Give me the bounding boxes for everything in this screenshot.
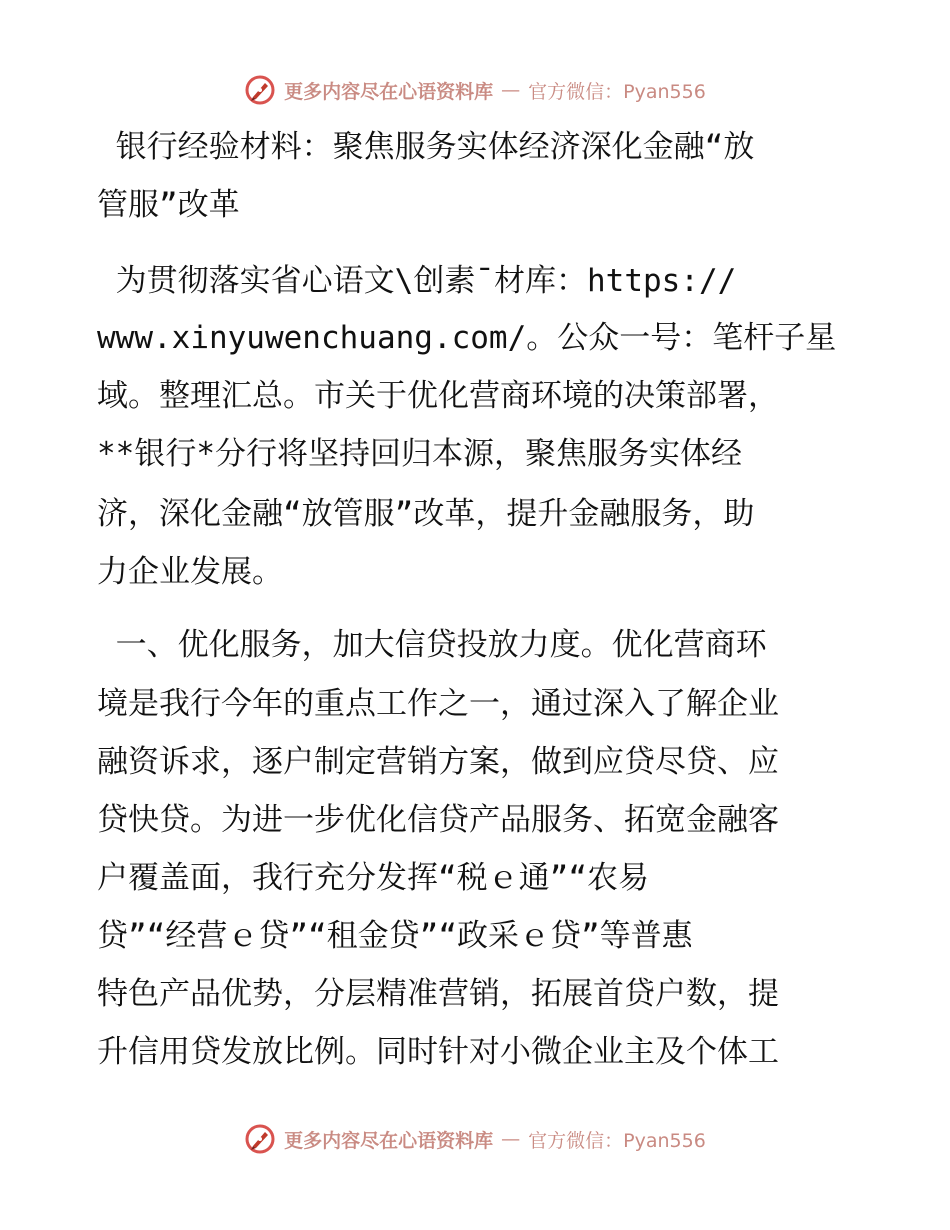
banner-contact: 官方微信：Pyan556 — [528, 1129, 706, 1152]
paragraph-line: 济，深化金融“放管服”改革，提升金融服务，助 — [97, 496, 755, 532]
title-line: 银行经验材料：聚焦服务实体经济深化金融“放 — [97, 129, 755, 165]
banner-text: 更多内容尽在心语资料库 — [284, 1129, 494, 1152]
paragraph-line: **银行*分行将坚持回归本源，聚焦服务实体经 — [97, 436, 742, 472]
banner-text: 更多内容尽在心语资料库 — [284, 80, 494, 103]
title-line: 管服”改革 — [97, 187, 240, 223]
paragraph-line: 特色产品优势，分层精准营销，拓展首贷户数，提 — [97, 976, 779, 1012]
paragraph-line: 升信用贷发放比例。同时针对小微企业主及个体工 — [97, 1034, 779, 1070]
footer-banner — [0, 1119, 950, 1159]
paragraph-line: 一、优化服务，加大信贷投放力度。优化营商环 — [97, 627, 767, 663]
paragraph-line: 贷”“经营ｅ贷”“租金贷”“政采ｅ贷”等普惠 — [97, 918, 693, 954]
banner-contact: 官方微信：Pyan556 — [528, 80, 706, 103]
paragraph-line: 域。整理汇总。市关于优化营商环境的决策部署， — [97, 378, 779, 414]
banner-separator: — — [501, 1128, 521, 1150]
paragraph-line: 户覆盖面，我行充分发挥“税ｅ通”“农易 — [97, 860, 649, 896]
paragraph-line: 力企业发展。 — [97, 554, 283, 590]
paragraph-line: 为贯彻落实省心语文\创素¯材库：https:// — [97, 263, 737, 299]
paragraph-line: 融资诉求，逐户制定营销方案，做到应贷尽贷、应 — [97, 744, 779, 780]
paragraph-line: 贷快贷。为进一步优化信贷产品服务、拓宽金融客 — [97, 802, 779, 838]
paragraph-line: 境是我行今年的重点工作之一，通过深入了解企业 — [97, 686, 779, 722]
pen-circle-logo-icon — [244, 1123, 276, 1155]
banner-separator: — — [501, 79, 521, 101]
paragraph-line: www.xinyuwenchuang.com/。公众一号：笔杆子星 — [97, 320, 837, 356]
